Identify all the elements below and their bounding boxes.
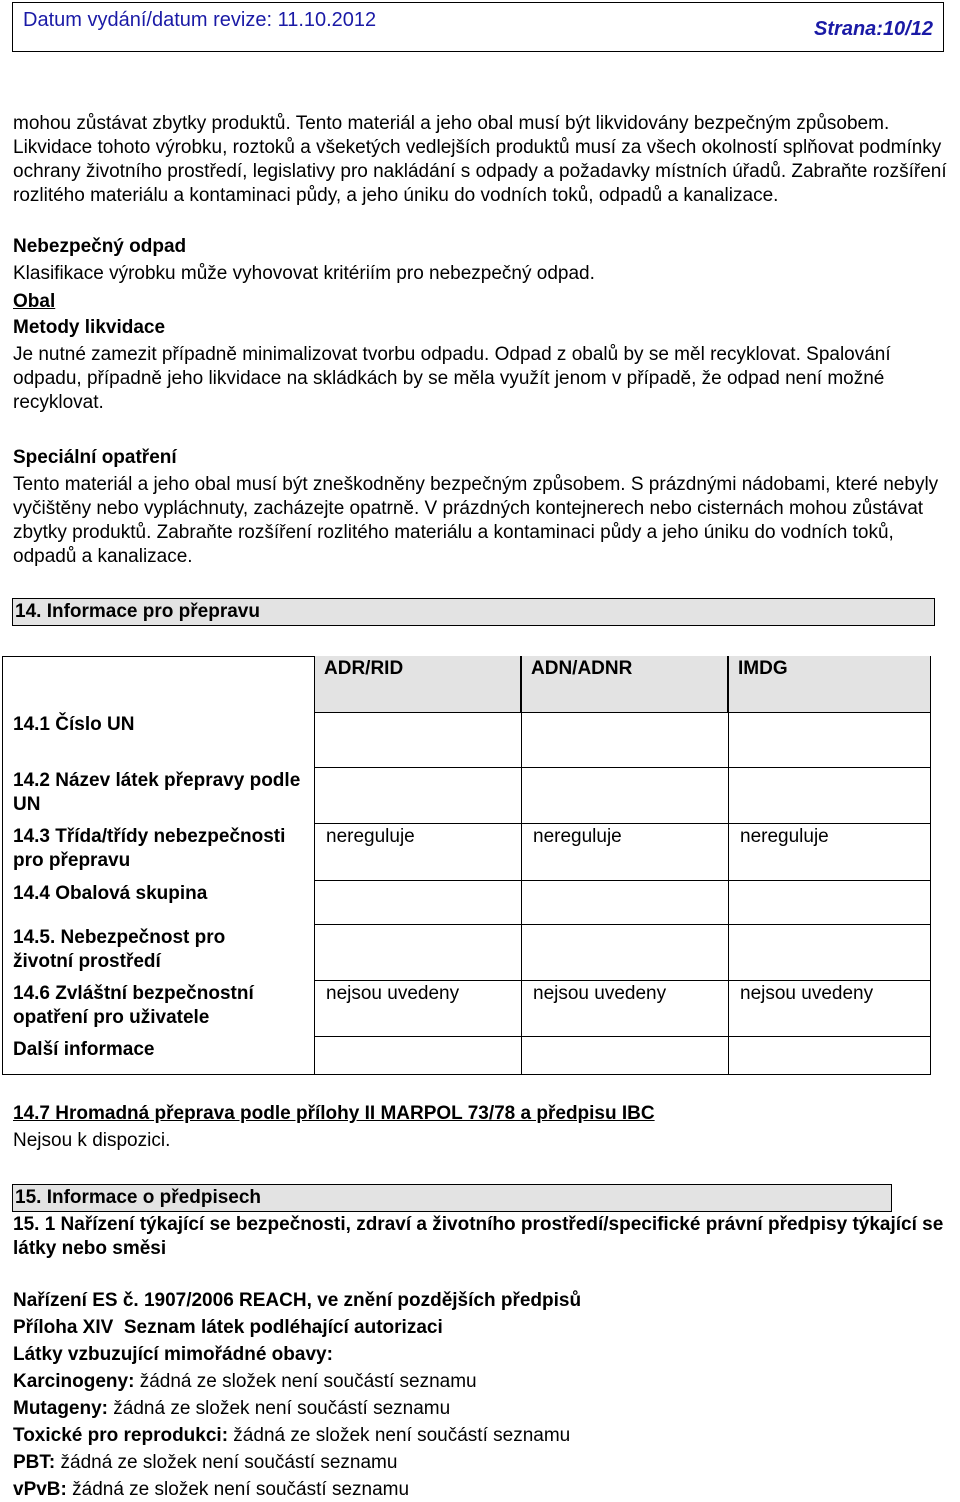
item-label: Karcinogeny: xyxy=(13,1371,135,1392)
column-header-label: ADR/RID xyxy=(324,658,404,679)
section-14-heading: 14. Informace pro přepravu xyxy=(12,598,935,626)
column-header-adn xyxy=(521,656,728,712)
revision-date xyxy=(23,8,376,32)
svhc-title: Látky vzbuzující mimořádné obavy: xyxy=(13,1344,333,1365)
item-label: vPvB: xyxy=(13,1479,67,1500)
table-row-label: 14.6 Zvláštní bezpečnostní opatření pro uživatele xyxy=(13,983,254,1028)
table-row-label: 14.1 Číslo UN xyxy=(13,714,135,735)
list-item xyxy=(13,1370,958,1394)
item-value: žádná ze složek není součástí seznamu xyxy=(66,1479,410,1500)
table-row-label: 14.4 Obalová skupina xyxy=(13,883,208,904)
table-row-label: Další informace xyxy=(13,1039,155,1060)
item-value: žádná ze složek není součástí seznamu xyxy=(134,1371,477,1392)
row-divider xyxy=(314,880,930,881)
page-value: 10/12 xyxy=(882,18,933,40)
table-cell: nejsou uvedeny xyxy=(740,983,874,1004)
page-label: Strana: xyxy=(814,18,883,40)
list-item xyxy=(13,1424,958,1448)
list-item xyxy=(13,1397,958,1421)
item-label: Toxické pro reprodukci: xyxy=(13,1425,229,1446)
item-value: žádná ze složek není součástí seznamu xyxy=(55,1452,398,1473)
annex-xiv: Příloha XIV Seznam látek podléhající autorizaci xyxy=(13,1317,443,1338)
disposal-methods-title: Metody likvidace xyxy=(13,317,166,338)
page-number xyxy=(814,17,933,41)
table-cell: nereguluje xyxy=(740,826,829,847)
list-item xyxy=(13,1451,958,1475)
row-divider xyxy=(314,767,930,768)
table-row-label: 14.3 Třída/třídy nebezpečnosti pro přepravu xyxy=(13,826,286,871)
item-label: Mutageny: xyxy=(13,1398,108,1419)
table-cell: nereguluje xyxy=(533,826,622,847)
reach-regulation: Nařízení ES č. 1907/2006 REACH, ve znění pozdějších předpisů xyxy=(13,1290,582,1311)
table-divider xyxy=(314,656,315,1075)
special-measures-title: Speciální opatření xyxy=(13,447,177,468)
column-header-adr xyxy=(314,656,521,712)
table-cell: nejsou uvedeny xyxy=(326,983,460,1004)
row-divider xyxy=(314,980,930,981)
item-value: žádná ze složek není součástí seznamu xyxy=(228,1425,571,1446)
hazardous-waste-text: Klasifikace výrobku může vyhovovat kritériím pro nebezpečný odpad. xyxy=(13,263,595,284)
regulation-subtitle: 15. 1 Nařízení týkající se bezpečnosti, zdraví a životního prostředí/specifické právní předpisy týkající se látky nebo směsi xyxy=(13,1214,944,1259)
table-divider xyxy=(521,656,522,1075)
disposal-methods-text: Je nutné zamezit případně minimalizovat tvorbu odpadu. Odpad z obalů by se měl recyklovat. Spalování odpadu, případně jeho likvidace na skládkách by se měla využít jenom v případě, že odpad není možné recyklovat. xyxy=(13,344,891,413)
date-value: 11.10.2012 xyxy=(277,9,377,31)
item-label: PBT: xyxy=(13,1452,56,1473)
row-divider xyxy=(314,712,930,713)
column-header-label: ADN/ADNR xyxy=(531,658,633,679)
section-15-heading: 15. Informace o předpisech xyxy=(12,1184,892,1212)
column-header-imdg xyxy=(728,656,930,712)
marpol-text: Nejsou k dispozici. xyxy=(13,1130,171,1151)
item-value: žádná ze složek není součástí seznamu xyxy=(108,1398,451,1419)
table-cell: nereguluje xyxy=(326,826,415,847)
list-item xyxy=(13,1478,958,1502)
table-row-label: 14.2 Název látek přepravy podle UN xyxy=(13,770,301,815)
column-header-label: IMDG xyxy=(738,658,788,679)
special-measures-text: Tento materiál a jeho obal musí být zneškodněny bezpečným způsobem. S prázdnými nádobami, které nebyly vyčištěny nebo vypláchnuty, zacházejte opatrně. V prázdných kontejnerech nebo cisternách mohou zůstávat zbytky produktů. Zabraňte rozšíření rozlitého materiálu a kontaminaci půdy a jeho úniku do vodních toků, odpadů a kanalizace. xyxy=(13,474,939,567)
disposal-paragraph: mohou zůstávat zbytky produktů. Tento materiál a jeho obal musí být likvidovány bezpečným způsobem. Likvidace tohoto výrobku, roztoků a všeketých vedlejších produktů musí za všech okolností splňovat podmínky ochrany životního prostředí, legislativy pro nakládání s odpady a požadavky místních úřadů. Zabraňte rozšíření rozlitého materiálu a kontaminaci půdy, a jeho úniku do vodních toků, odpadů a kanalizace. xyxy=(13,113,947,206)
table-row-label: 14.5. Nebezpečnost pro životní prostředí xyxy=(13,927,226,972)
marpol-title: 14.7 Hromadná přeprava podle přílohy II MARPOL 73/78 a předpisu IBC xyxy=(13,1103,655,1124)
row-divider xyxy=(314,924,930,925)
page-header xyxy=(12,2,944,52)
packaging-title: Obal xyxy=(13,291,56,312)
row-divider xyxy=(314,1036,930,1037)
date-label: Datum vydání/datum revize: xyxy=(23,9,272,31)
table-divider xyxy=(728,656,729,1075)
table-cell: nejsou uvedeny xyxy=(533,983,667,1004)
row-divider xyxy=(314,823,930,824)
hazardous-waste-title: Nebezpečný odpad xyxy=(13,236,187,257)
